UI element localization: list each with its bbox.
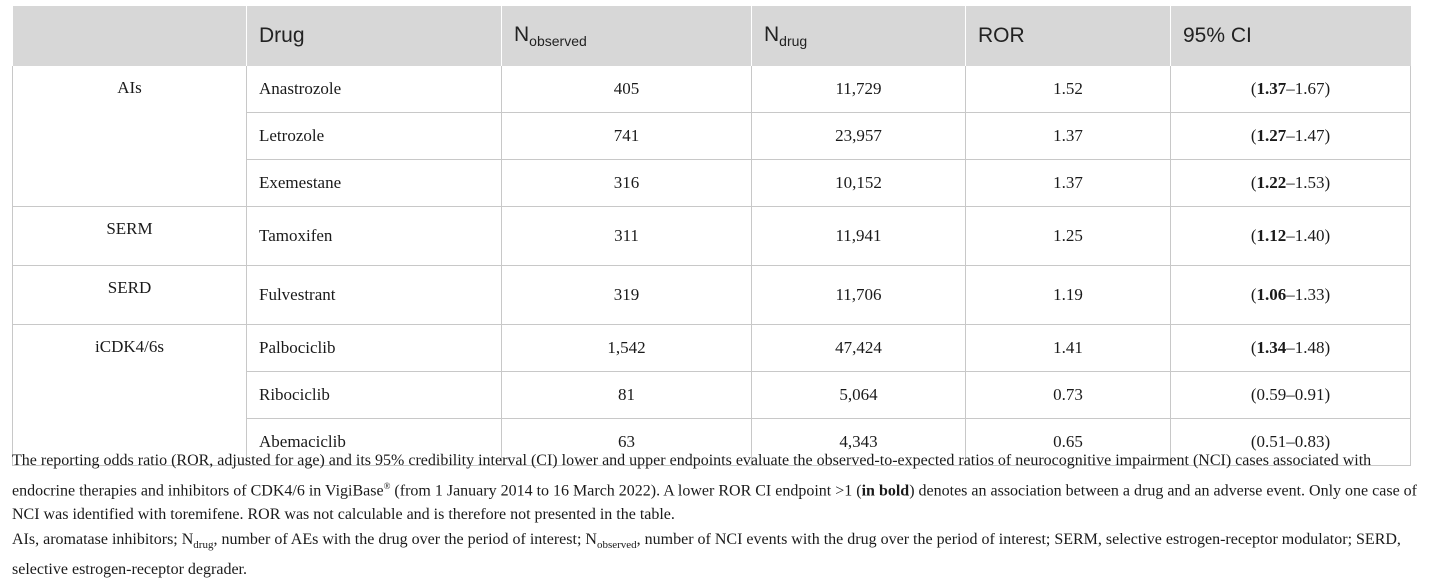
ci-value: (1.06–1.33) [1171, 266, 1411, 325]
ci-value: (1.37–1.67) [1171, 66, 1411, 113]
ci-lower: 0.51 [1256, 432, 1287, 451]
header-n-drug: $N_{drug}$ [752, 6, 966, 66]
group-label: SERD [13, 266, 247, 325]
drug-name: Letrozole [247, 113, 502, 160]
n-observed: 405 [502, 66, 752, 113]
ci-lower-bold: 1.34 [1256, 338, 1287, 357]
results-table-container [12, 6, 1410, 466]
header-drug: Drug [247, 6, 502, 66]
n-observed: 741 [502, 113, 752, 160]
group-label: SERM [13, 207, 247, 266]
header-n-observed: $N_{observed}$ [502, 6, 752, 66]
table-row [13, 66, 1411, 113]
ci-lower-bold: 1.22 [1256, 173, 1287, 192]
ror-value: 1.41 [966, 325, 1171, 372]
ci-lower-bold: 1.27 [1256, 126, 1287, 145]
group-label: AIs [13, 66, 247, 207]
n-drug: 47,424 [752, 325, 966, 372]
ci-value: (1.34–1.48) [1171, 325, 1411, 372]
ror-value: 1.37 [966, 160, 1171, 207]
ci-value: (1.12–1.40) [1171, 207, 1411, 266]
ror-value: 0.73 [966, 372, 1171, 419]
n-drug: 11,941 [752, 207, 966, 266]
drug-name: Fulvestrant [247, 266, 502, 325]
n-drug: 11,729 [752, 66, 966, 113]
n-observed: 63 [502, 419, 752, 466]
group-label: iCDK4/6s [13, 325, 247, 466]
n-drug: 4,343 [752, 419, 966, 466]
ror-value: 0.65 [966, 419, 1171, 466]
ror-value: 1.52 [966, 66, 1171, 113]
ci-lower-bold: 1.06 [1256, 285, 1287, 304]
in-bold-note: in bold [861, 481, 910, 499]
ci-lower-bold: 1.37 [1256, 79, 1287, 98]
table-row [13, 266, 1411, 325]
ror-results-table [12, 6, 1411, 466]
table-row [13, 325, 1411, 372]
footnote-paragraph-1: The reporting odds ratio (ROR, adjusted for age) and its 95% credibility interval (CI) lower and upper endpoints evaluate the observed-to-expected ratios of neurocognitive impairment (NCI) cases associated with endocrine therapies and inhibitors of CDK4/6 in VigiBase® (from 1 January 2014 to 16 March 2022). A lower ROR CI endpoint >1 (in bold) denotes an association between a drug and an adverse event. Only one case of NCI was identified with toremifene. ROR was not calculable and is therefore not presented in the table. [12, 452, 1417, 524]
ror-value: 1.19 [966, 266, 1171, 325]
header-ror: ROR [966, 6, 1171, 66]
n-drug: 10,152 [752, 160, 966, 207]
table-body [13, 66, 1411, 466]
drug-name: Anastrozole [247, 66, 502, 113]
drug-name: Ribociclib [247, 372, 502, 419]
drug-name: Palbociclib [247, 325, 502, 372]
drug-name: Abemaciclib [247, 419, 502, 466]
ci-lower-bold: 1.12 [1256, 226, 1287, 245]
n-drug: 11,706 [752, 266, 966, 325]
n-observed: 319 [502, 266, 752, 325]
drug-name: Tamoxifen [247, 207, 502, 266]
header-group [13, 6, 247, 66]
n-observed: 1,542 [502, 325, 752, 372]
n-observed: 316 [502, 160, 752, 207]
ci-value: (1.22–1.53) [1171, 160, 1411, 207]
ci-value: (0.51–0.83) [1171, 419, 1411, 466]
table-footnote [12, 449, 1422, 582]
ci-value: (0.59–0.91) [1171, 372, 1411, 419]
table-header-row [13, 6, 1411, 66]
ror-value: 1.37 [966, 113, 1171, 160]
header-ci: 95% CI [1171, 6, 1411, 66]
n-drug: 23,957 [752, 113, 966, 160]
n-observed: 81 [502, 372, 752, 419]
ci-lower: 0.59 [1256, 385, 1287, 404]
n-observed: 311 [502, 207, 752, 266]
n-drug: 5,064 [752, 372, 966, 419]
ci-value: (1.27–1.47) [1171, 113, 1411, 160]
footnote-paragraph-2: AIs, aromatase inhibitors; $N_{drug}$, number of AEs with the drug over the period of interest; $N_{observed}$, number of NCI events with the drug over the period of interest; SERM, selective estrogen-receptor modulator; SERD, selective estrogen-receptor degrader. [12, 530, 1401, 578]
ror-value: 1.25 [966, 207, 1171, 266]
table-row [13, 207, 1411, 266]
drug-name: Exemestane [247, 160, 502, 207]
